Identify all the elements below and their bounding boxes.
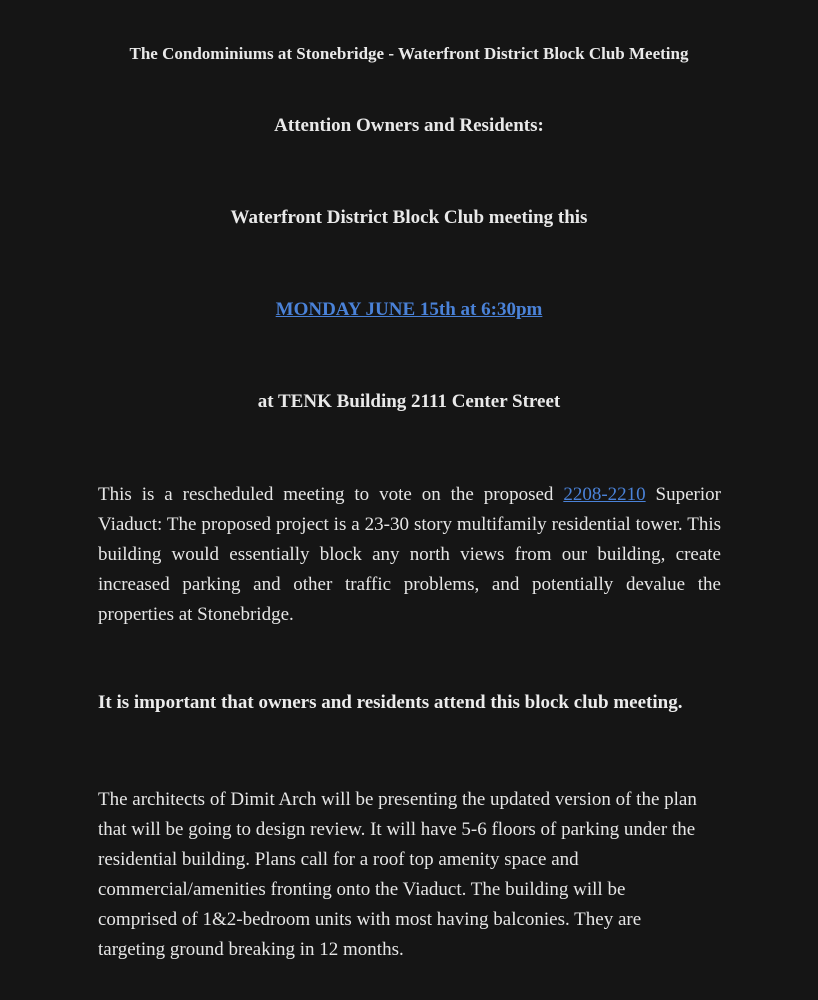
paragraph-text-after-link: Superior Viaduct: The proposed project is a 23-30 story multifamily residential tower. This building would essentially block any north views from our building, create increased parking and other traffic problems, and potentially devalue the properties at Stonebridge. xyxy=(98,484,721,625)
paragraph-rescheduled xyxy=(98,480,721,630)
page-title: The Condominiums at Stonebridge - Waterfront District Block Club Meeting xyxy=(129,44,689,63)
meeting-date-link[interactable]: MONDAY JUNE 15th at 6:30pm xyxy=(275,299,543,320)
paragraph-architects: The architects of Dimit Arch will be presenting the updated version of the plan that will be going to design review. It will have 5-6 floors of parking under the residential building. Plans call for a roof top amenity space and commercial/amenities fronting onto the Viaduct. The building will be comprised of 1&2-bedroom units with most having balconies. They are targeting ground breaking in 12 months. xyxy=(98,789,697,960)
attention-heading: Attention Owners and Residents: xyxy=(274,115,544,136)
date-line xyxy=(0,299,818,321)
address-link[interactable]: 2208-2210 xyxy=(563,484,646,505)
meeting-line: Waterfront District Block Club meeting this xyxy=(230,207,588,228)
venue-line: at TENK Building 2111 Center Street xyxy=(257,391,561,412)
paragraph-text-before-link: This is a rescheduled meeting to vote on the proposed xyxy=(98,484,564,505)
important-notice: It is important that owners and residents attend this block club meeting. xyxy=(98,692,683,713)
